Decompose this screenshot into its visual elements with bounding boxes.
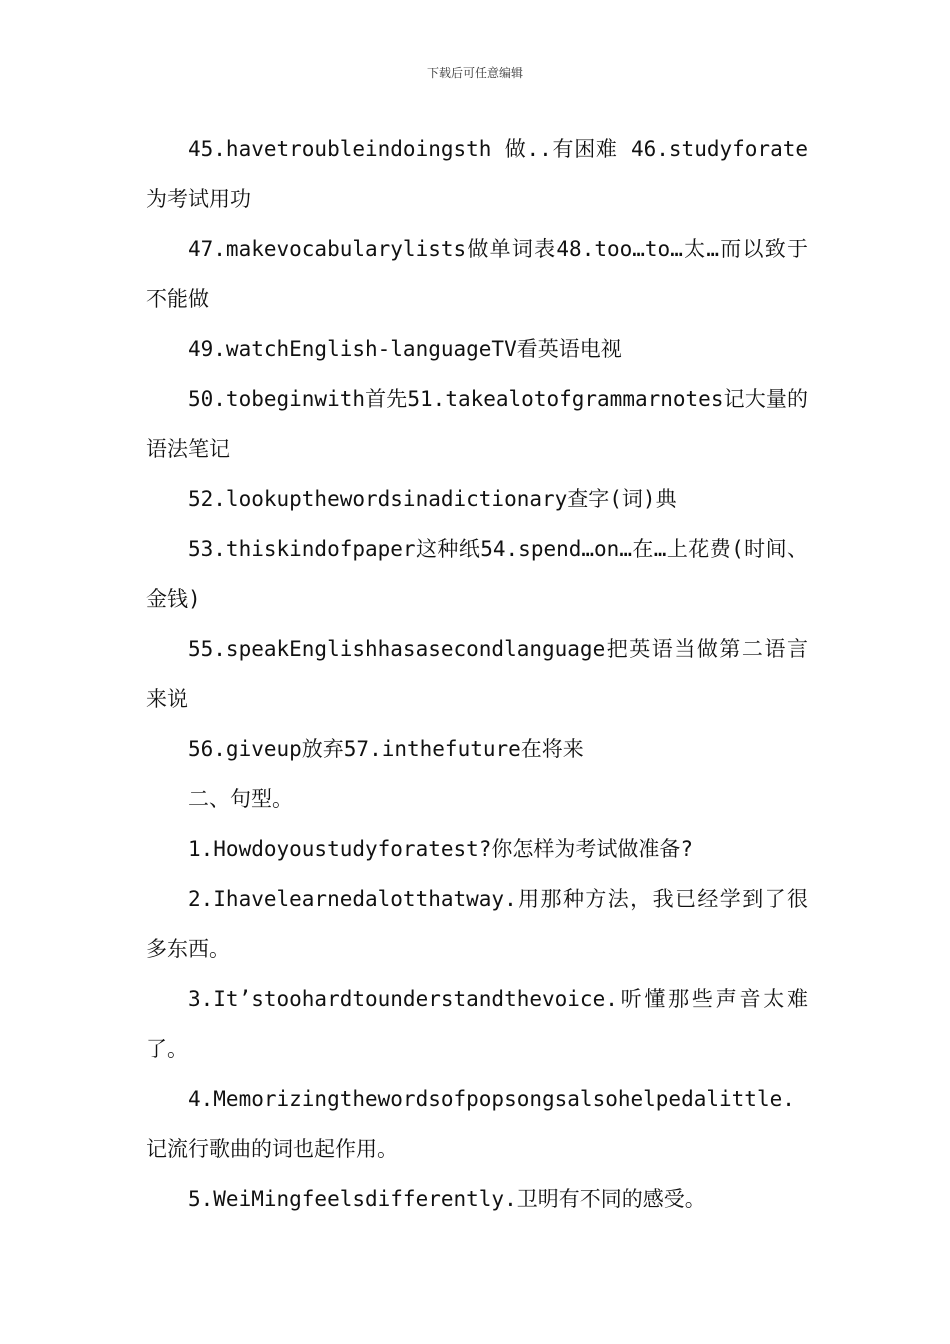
phrase-52: 52.lookupthewordsinadictionary查字(词)典 — [188, 487, 677, 511]
sentence-3: 3.It’stoohardtounderstandthevoice.听懂那些声音太难了。 — [146, 987, 808, 1061]
phrase-53-54: 53.thiskindofpaper这种纸54.spend…on…在…上花费(时间、金钱) — [146, 537, 808, 611]
page-header: 下载后可任意编辑 — [426, 66, 523, 80]
document-body — [146, 124, 808, 1224]
phrase-49: 49.watchEnglish-languageTV看英语电视 — [188, 337, 622, 361]
phrase-50-51: 50.tobeginwith首先51.takealotofgrammarnotes记大量的语法笔记 — [146, 387, 808, 461]
sentence-5: 5.WeiMingfeelsdifferently.卫明有不同的感受。 — [188, 1187, 706, 1211]
phrase-45-46: 45.havetroubleindoingsth 做..有困难 46.studyforate为考试用功 — [146, 137, 808, 211]
sentence-1: 1.Howdoyoustudyforatest?你怎样为考试做准备? — [188, 837, 694, 861]
sentence-2: 2.Ihavelearnedalotthatway.用那种方法，我已经学到了很多东西。 — [146, 887, 808, 961]
phrase-47-48: 47.makevocabularylists做单词表48.too…to…太…而以致于不能做 — [146, 237, 808, 311]
sentence-4: 4.Memorizingthewordsofpopsongsalsohelpedalittle.记流行歌曲的词也起作用。 — [146, 1087, 795, 1161]
phrase-56-57: 56.giveup放弃57.inthefuture在将来 — [188, 737, 584, 761]
section-heading: 二、句型。 — [188, 787, 293, 811]
phrase-55: 55.speakEnglishhasasecondlanguage把英语当做第二语言来说 — [146, 637, 808, 711]
